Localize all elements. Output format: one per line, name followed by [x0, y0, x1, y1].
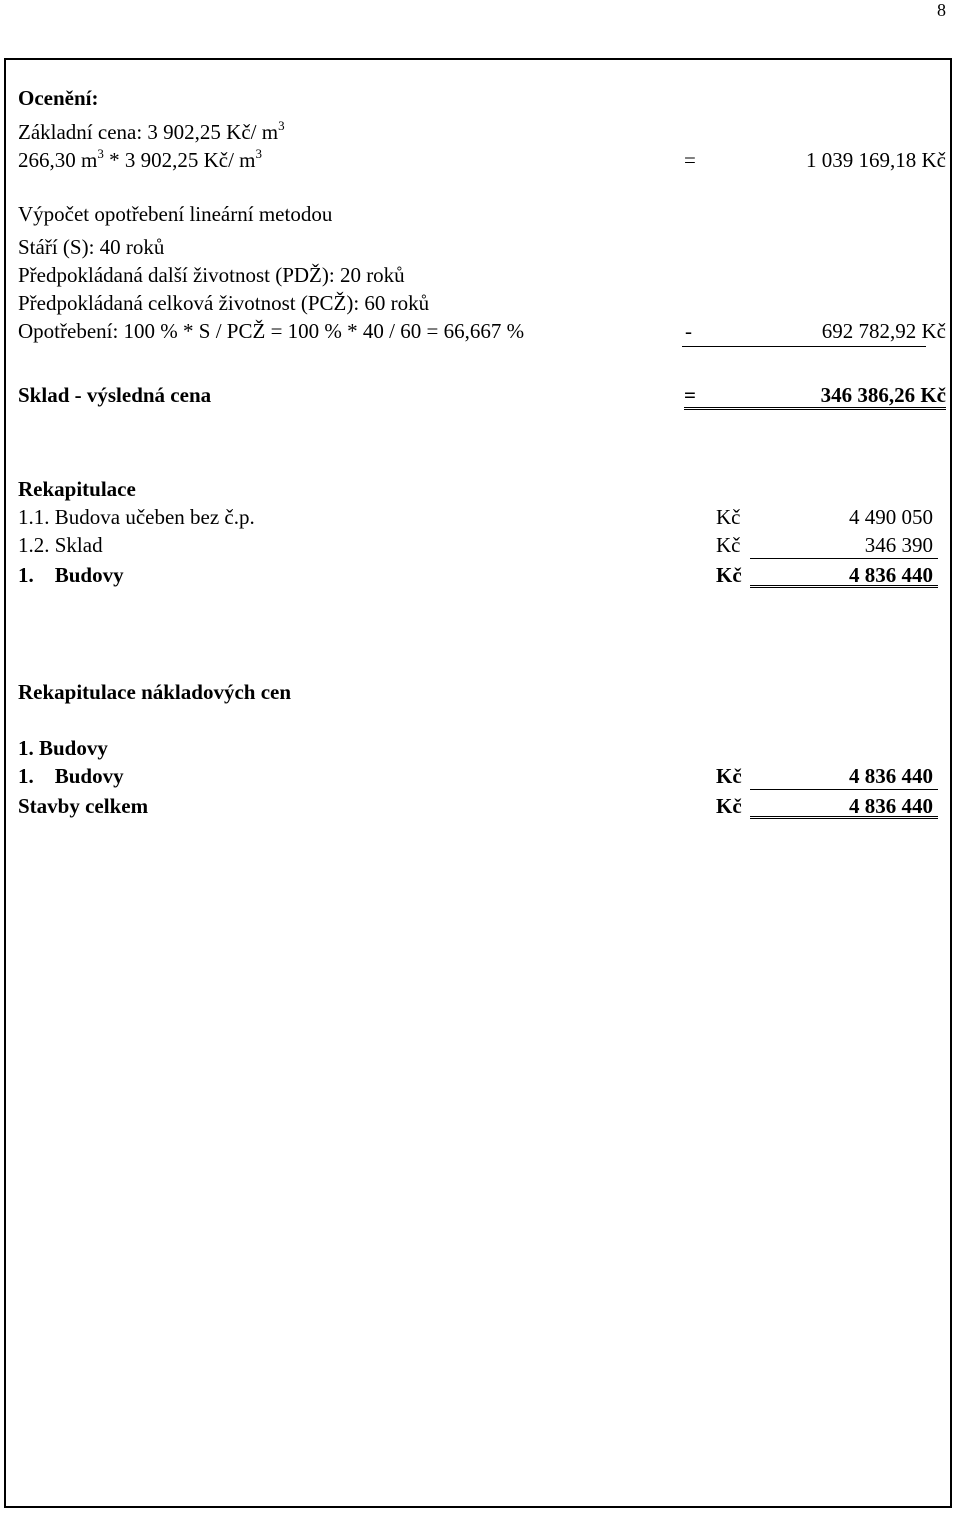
cost-recap-group-title: 1. Budovy	[18, 736, 108, 760]
recap-total-text: Budovy	[54, 563, 124, 587]
cost-recap-row-label	[18, 766, 124, 787]
cost-recap-row-number: 1.	[18, 764, 34, 788]
depreciation-method: Výpočet opotřebení lineární metodou	[18, 202, 333, 226]
recap-total-value: 4 836 440	[750, 565, 938, 588]
cost-recap-total-label: Stavby celkem	[18, 794, 149, 818]
result-underline	[684, 385, 946, 410]
recap-row-currency: Kč	[716, 505, 741, 529]
cost-recap-total-currency: Kč	[716, 794, 742, 818]
wear-underline	[682, 319, 946, 347]
wear-sign: -	[685, 319, 692, 343]
recap-row-value: 4 490 050	[849, 505, 933, 529]
cost-recap-row-currency: Kč	[716, 764, 742, 788]
result-equals: =	[684, 383, 696, 407]
page-number: 8	[937, 0, 946, 20]
recap-total-number: 1.	[18, 563, 34, 587]
base-price-exponent: 3	[278, 118, 285, 133]
cost-recap-heading: Rekapitulace nákladových cen	[18, 680, 292, 704]
valuation-heading: Ocenění:	[18, 86, 99, 110]
total-life-line: Předpokládaná celková životnost (PCŽ): 60 roků	[18, 291, 430, 315]
recap-row-label: 1.1. Budova učeben bez č.p.	[18, 505, 255, 529]
recap-row-currency: Kč	[716, 533, 741, 557]
wear-formula: Opotřebení: 100 % * S / PCŽ = 100 % * 40 / 60 = 66,667 %	[18, 319, 525, 343]
cost-recap-row-text: Budovy	[54, 764, 124, 788]
calc-exponent-2: 3	[255, 146, 262, 161]
wear-value: 692 782,92 Kč	[821, 319, 946, 343]
recap-heading: Rekapitulace	[18, 477, 136, 501]
age-line: Stáří (S): 40 roků	[18, 235, 165, 259]
calc-result: 1 039 169,18 Kč	[806, 148, 946, 172]
calc-part2: * 3 902,25 Kč/ m	[103, 148, 256, 172]
recap-total-currency: Kč	[716, 563, 742, 587]
base-price-text: Základní cena: 3 902,25 Kč/ m	[18, 120, 279, 144]
calc-equals: =	[684, 148, 696, 172]
calc-line	[18, 146, 262, 172]
result-label: Sklad - výsledná cena	[18, 383, 212, 407]
base-price-line	[18, 118, 285, 144]
recap-total-label	[18, 565, 124, 586]
calc-exponent-1: 3	[97, 146, 104, 161]
recap-row-value: 346 390	[750, 535, 938, 559]
remaining-life-line: Předpokládaná další životnost (PDŽ): 20 roků	[18, 263, 405, 287]
calc-part1: 266,30 m	[18, 148, 98, 172]
cost-recap-total-value: 4 836 440	[750, 796, 938, 819]
recap-row-label: 1.2. Sklad	[18, 533, 103, 557]
cost-recap-row-value: 4 836 440	[750, 766, 938, 790]
result-value: 346 386,26 Kč	[820, 383, 946, 407]
